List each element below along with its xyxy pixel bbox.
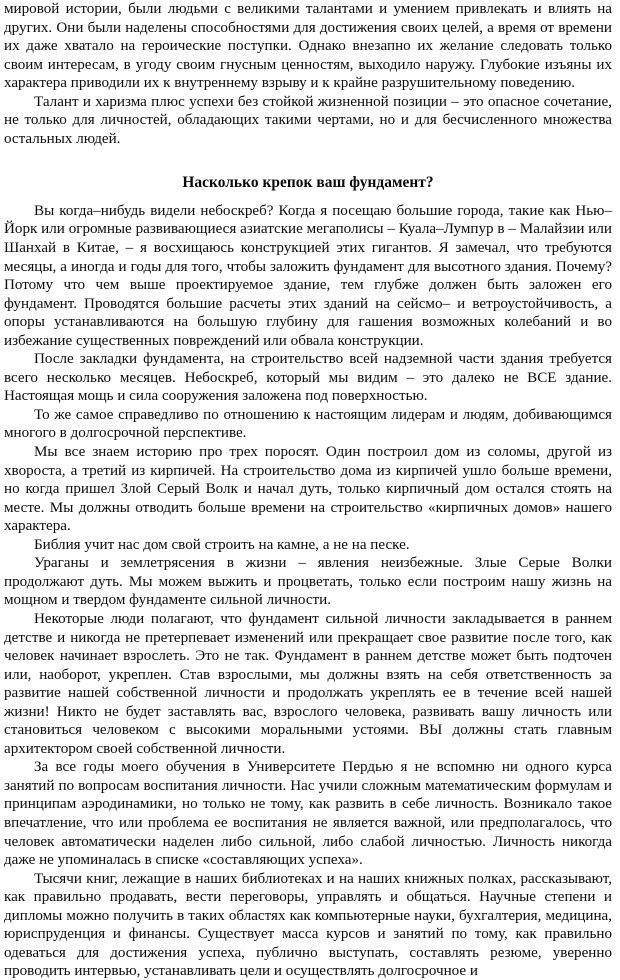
paragraph: Ураганы и землетрясения в жизни – явления неизбежные. Злые Серые Волки продолжают дуть. Мы можем выжить и процветать, только если построим нашу жизнь на мощном и твердом фундаменте сильной личности. [4, 555, 612, 609]
paragraph: Талант и харизма плюс успехи без стойкой жизненной позиции – это опасное сочетание, не только для личностей, обладающих такими чертами, но и для бесчисленного множества остальных людей. [4, 93, 612, 147]
heading-space-above [4, 148, 612, 174]
paragraph: Тысячи книг, лежащие в наших библиотеках и на наших книжных полках, рассказывают, как правильно продавать, вести переговоры, управлять и общаться. Научные степени и дипломы можно получить в таких областях как компьютерные науки, бухгалтерия, медицина, юриспруденция и финансы. Существует масса курсов и занятий по тому, как правильно одеваться для достижения успеха, публично выступать, составлять резюме, уверенно проводить интервью, устанавливать цели и осуществлять долгосрочное и [4, 870, 612, 980]
paragraph: После закладки фундамента, на строительство всей надземной части здания требуется всего несколько месяцев. Небоскреб, который мы видим – это далеко не ВСЕ здание. Настоящая мощь и сила сооружения заложена под поверхностью. [4, 351, 612, 405]
paragraph: За все годы моего обучения в Университете Пердью я не вспомню ни одного курса занятий по вопросам воспитания личности. Нас учили сложным математическим формулам и принципам аэродинамики, но только не тому, как развить в себе личность. Возникало такое впечатление, что или проблема ее воспитания не является важной, или предполагалось, что человек автоматически наделен либо сильной, либо слабой личностью. Личность никогда даже не упоминалась в списке «составляющих успеха». [4, 759, 612, 869]
page-body-text [4, 0, 612, 980]
paragraph-continued: мировой истории, были людьми с великими талантами и умением привлекать и влиять на других. Они были наделены способностями для достижения своих целей, а время от времени их даже хватало на героические поступки. Однако внезапно их желание следовать только своим интересам, в угоду своим гнусным ценностям, выходило наружу. Глубокие изъяны их характера приводили их к внутреннему взрыву и к крайне разрушительному поведению. [4, 1, 612, 92]
heading-space-below [4, 193, 612, 202]
paragraph: То же самое справедливо по отношению к настоящим лидерам и людям, добивающимся многого в долгосрочной перспективе. [4, 406, 612, 442]
section-heading: Насколько крепок ваш фундамент? [182, 174, 434, 192]
paragraph: Мы все знаем историю про трех поросят. Один построил дом из соломы, другой из хвороста, а третий из кирпичей. На строительство дома из кирпичей ушло больше времени, но когда пришел Злой Серый Волк и начал дуть, только кирпичный дом остался стоять на месте. Мы должны отводить больше времени на строительство «кирпичных домов» нашего характера. [4, 444, 612, 535]
paragraph: Библия учит нас дом свой строить на камне, а не на песке. [34, 536, 410, 553]
paragraph: Некоторые люди полагают, что фундамент сильной личности закладывается в раннем детстве и никогда не претерпевает изменений или прекращает свое развитие после того, как человек начинает взрослеть. Это не так. Фундамент в раннем детстве может быть подточен или, наоборот, укреплен. Став взрослыми, мы должны взять на себя ответственность за развитие нашей собственной личности и продолжать укреплять ее в течение всей нашей жизни! Никто не будет заставлять вас, взрослого человека, развивать вашу личность или становиться человеком с высокими моральными устоями. ВЫ должны стать главным архитектором своей собственной личности. [4, 610, 612, 757]
paragraph: Вы когда–нибудь видели небоскреб? Когда я посещаю большие города, такие как Нью–Йорк или огромные развивающиеся азиатские мегаполисы – Куала–Лумпур в – Малайзии или Шанхай в Китае, – я восхищаюсь конструкцией этих гигантов. Я замечал, что требуются месяцы, а иногда и годы для того, чтобы заложить фундамент для высотного здания. Почему? Потому что чем выше проектируемое здание, тем глубже должен быть заложен его фундамент. Проводятся большие расчеты этих зданий на сейсмо– и ветроустойчивость, а опоры устанавливаются на большую глубину для гашения возможных колебаний и во избежание существенных повреждений или обвала конструкции. [4, 202, 612, 349]
